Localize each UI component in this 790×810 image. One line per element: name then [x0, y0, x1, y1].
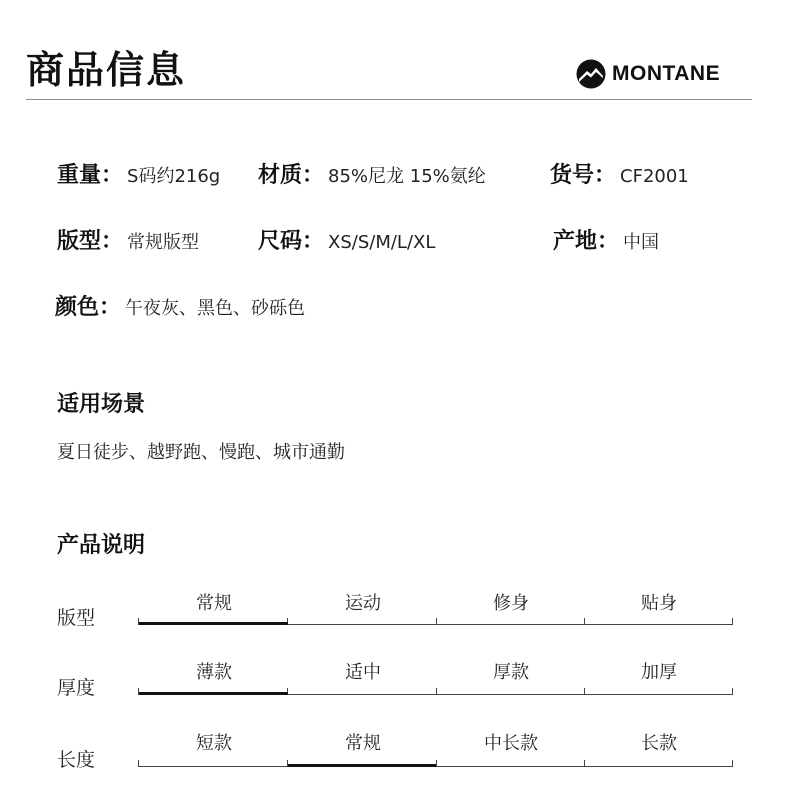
scale-tick: [436, 760, 437, 766]
description-title: 产品说明: [57, 533, 146, 558]
option-label: 适中: [345, 662, 381, 683]
montane-mountain-icon: [576, 59, 606, 89]
scale-selected-segment: [288, 764, 437, 767]
description-row-label: 版型: [57, 607, 96, 629]
spec-material: [258, 158, 486, 188]
spec-fit-label: 版型：: [57, 229, 124, 254]
scale-tick: [436, 688, 437, 694]
spec-item-no-label: 货号：: [550, 163, 617, 188]
spec-item-no: [550, 158, 689, 188]
spec-origin: [553, 224, 659, 254]
option-label: 贴身: [641, 593, 677, 614]
option-label: 短款: [196, 733, 232, 754]
spec-weight-label: 重量：: [57, 163, 124, 188]
spec-weight: [57, 158, 220, 188]
scale-tick: [436, 618, 437, 624]
spec-item-no-value: CF2001: [620, 166, 689, 187]
scale-track: [138, 688, 733, 695]
option-label: 运动: [345, 593, 381, 614]
page-title: 商品信息: [26, 48, 187, 92]
spec-origin-value: 中国: [623, 232, 660, 253]
option-label: 长款: [641, 733, 677, 754]
scenes-title: 适用场景: [57, 392, 146, 417]
brand-name: MONTANE: [612, 62, 721, 85]
header-divider: [26, 99, 752, 100]
spec-fit: [57, 224, 199, 254]
spec-color-value: 午夜灰、黑色、砂砾色: [125, 298, 306, 319]
option-label: 修身: [493, 593, 529, 614]
description-row-label: 长度: [57, 749, 96, 771]
option-label: 加厚: [641, 662, 677, 683]
option-label: 常规: [196, 593, 232, 614]
scenes-text: 夏日徒步、越野跑、慢跑、城市通勤: [57, 442, 345, 463]
spec-color-label: 颜色：: [55, 295, 122, 320]
spec-size-value: XS/S/M/L/XL: [328, 232, 436, 253]
brand-logo: [576, 58, 720, 90]
spec-origin-label: 产地：: [553, 229, 620, 254]
spec-size-label: 尺码：: [258, 229, 325, 254]
spec-fit-value: 常规版型: [127, 232, 200, 253]
spec-color: [55, 290, 305, 320]
spec-material-label: 材质：: [258, 163, 325, 188]
option-label: 厚款: [493, 662, 529, 683]
scale-selected-segment: [139, 692, 288, 695]
option-label: 中长款: [484, 733, 538, 754]
scale-tick: [584, 618, 585, 624]
spec-size: [258, 224, 435, 254]
scale-selected-segment: [139, 622, 288, 625]
option-label: 常规: [345, 733, 381, 754]
scale-track: [138, 760, 733, 767]
option-label: 薄款: [196, 662, 232, 683]
spec-weight-value: S码约216g: [127, 166, 221, 187]
spec-material-value: 85%尼龙 15%氨纶: [328, 166, 486, 187]
scale-tick: [584, 688, 585, 694]
scale-track: [138, 618, 733, 625]
description-row-label: 厚度: [57, 677, 96, 699]
scale-tick: [584, 760, 585, 766]
